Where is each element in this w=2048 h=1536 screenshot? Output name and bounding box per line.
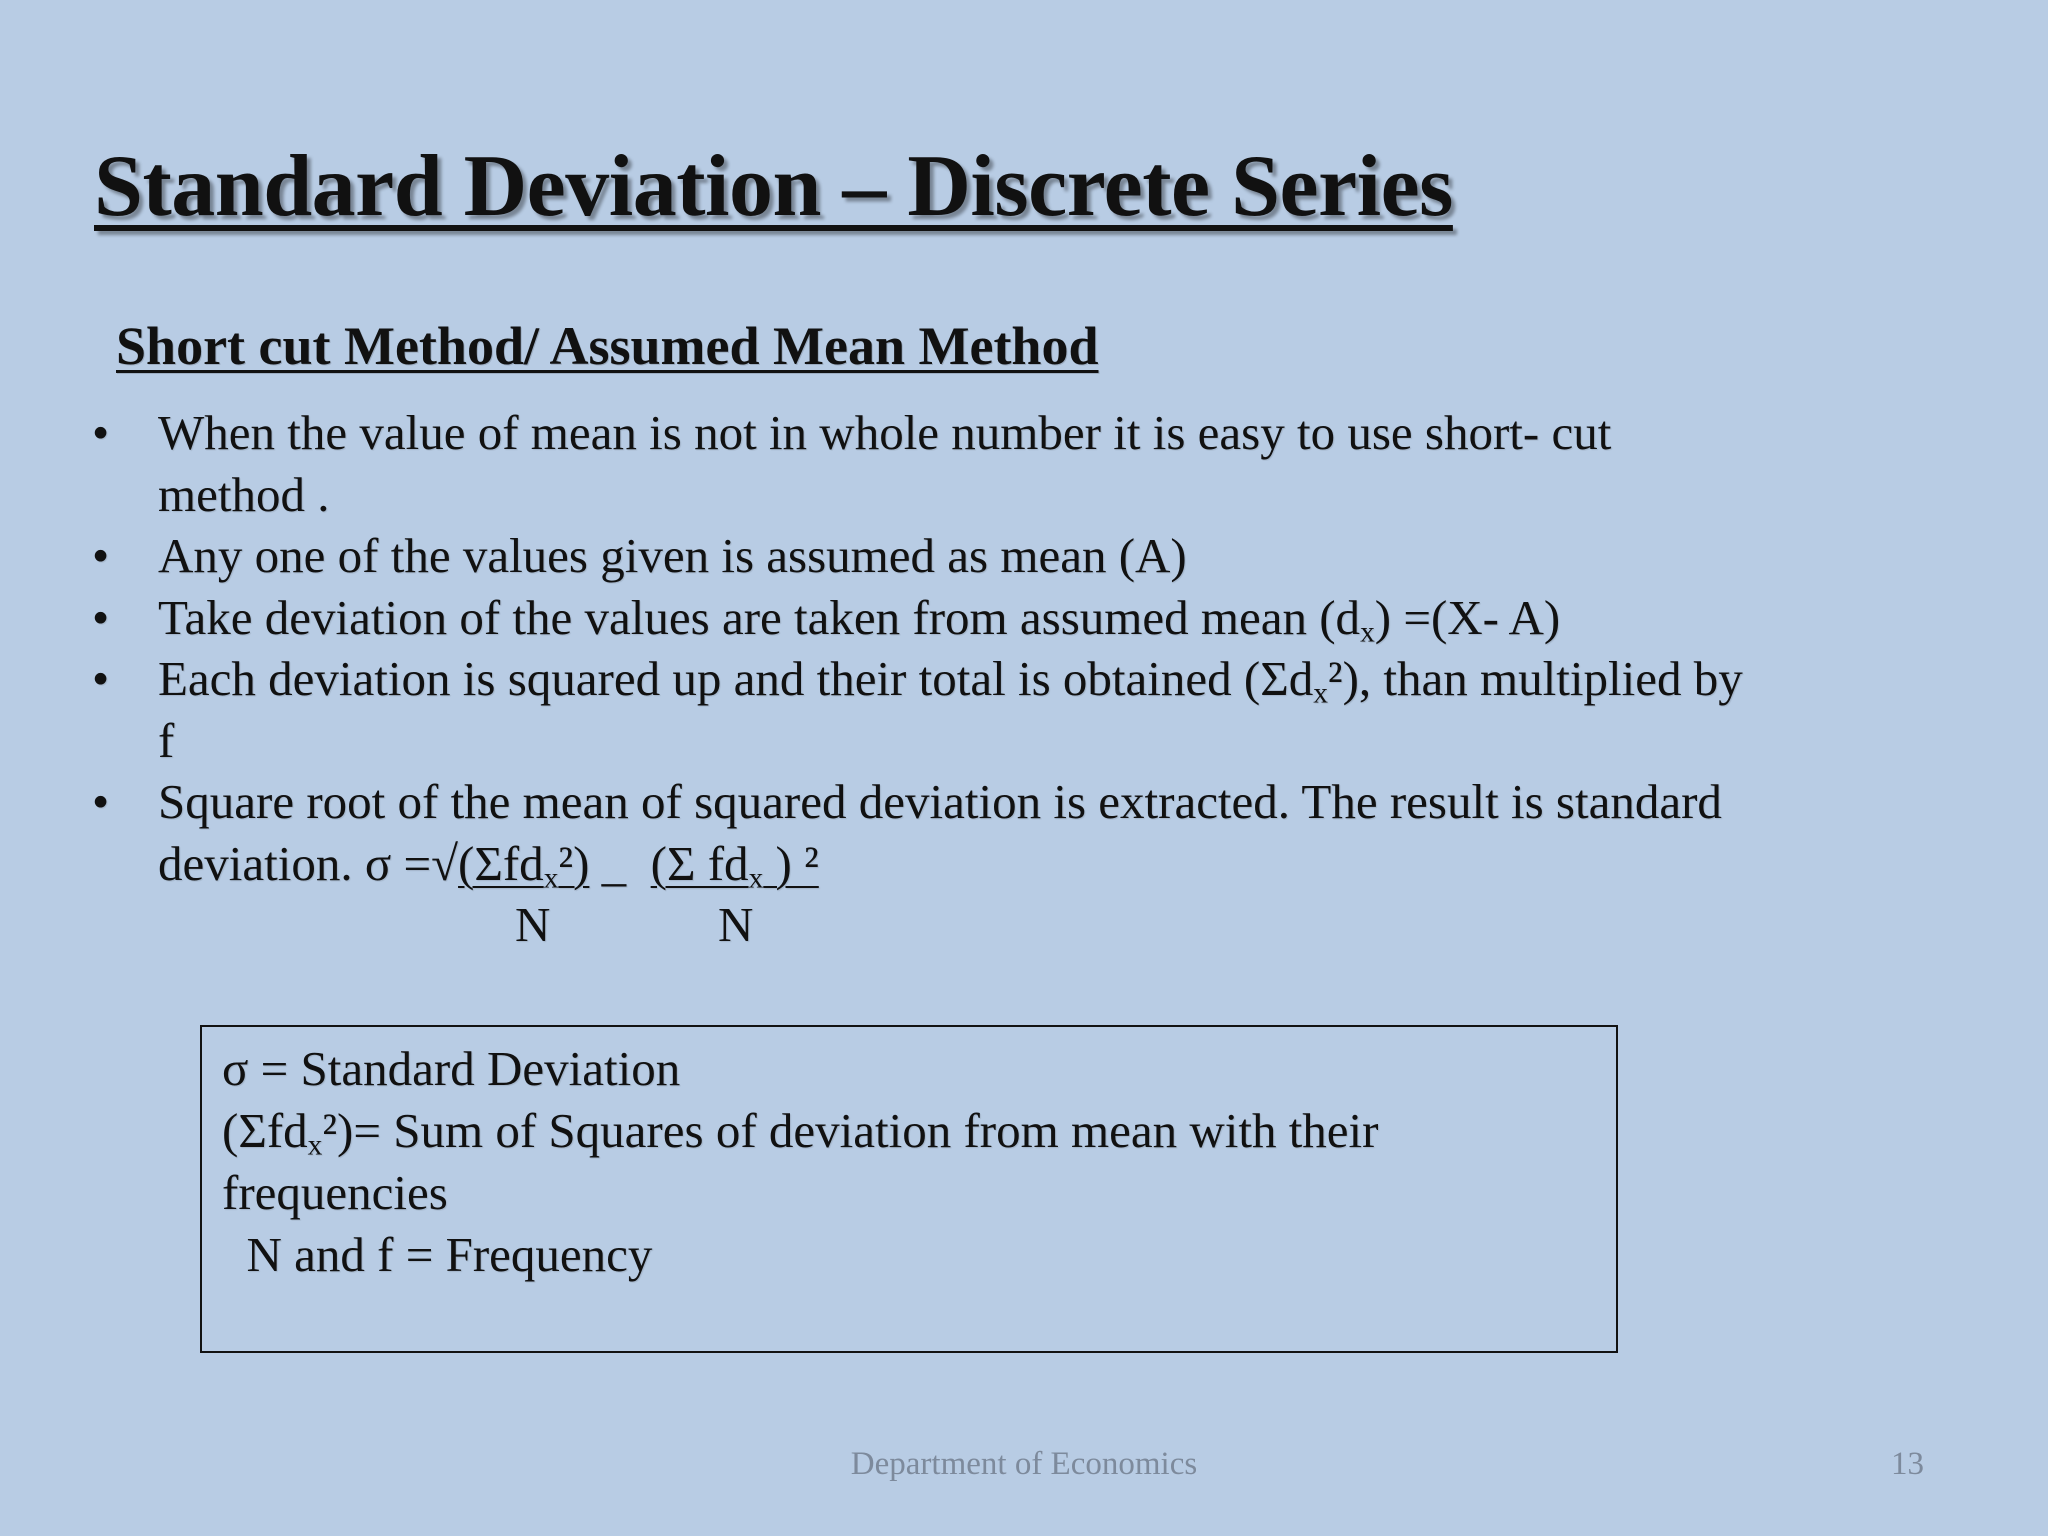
subscript: x bbox=[748, 861, 764, 894]
slide-title: Standard Deviation – Discrete Series bbox=[94, 138, 1453, 235]
formula-text: ²) bbox=[558, 835, 590, 891]
subscript: x bbox=[1360, 615, 1375, 648]
legend-text-segment: ²)= Sum of Squares of deviation from mean with their bbox=[322, 1103, 1379, 1158]
formula-minus: _ bbox=[589, 835, 651, 891]
formula-text: ) ² bbox=[763, 835, 819, 891]
footer-department: Department of Economics bbox=[850, 1446, 1198, 1482]
bullet-text: Each deviation is squared up and their total is obtained (Σd bbox=[158, 651, 1314, 706]
legend-line bbox=[222, 1100, 1379, 1162]
formula-text: (Σ fd bbox=[650, 835, 749, 891]
bullet-text: Square root of the mean of squared deviation is extracted. The result is standard bbox=[158, 774, 1722, 829]
formula-numerator-2 bbox=[650, 835, 819, 894]
bullet-item bbox=[92, 402, 1832, 525]
formula-denominator-1: N bbox=[515, 897, 551, 952]
bullet-marker: • bbox=[92, 651, 110, 706]
legend-text-segment: (Σfd bbox=[222, 1103, 308, 1158]
bullet-text: When the value of mean is not in whole number it is easy to use short- cut bbox=[158, 405, 1612, 460]
bullet-item bbox=[92, 525, 1832, 587]
legend-line: σ = Standard Deviation bbox=[222, 1041, 681, 1096]
bullet-marker: • bbox=[92, 405, 110, 460]
bullet-marker: • bbox=[92, 589, 110, 645]
bullet-item bbox=[92, 771, 1832, 894]
legend-line: frequencies bbox=[222, 1165, 448, 1220]
bullet-text: f bbox=[158, 712, 175, 768]
bullet-text: Any one of the values given is assumed as mean (A) bbox=[158, 528, 1187, 583]
bullet-text: ) =(X- A) bbox=[1374, 589, 1561, 645]
legend-line: N and f = Frequency bbox=[222, 1227, 653, 1282]
bullet-marker: • bbox=[92, 528, 110, 583]
bullet-item bbox=[92, 587, 1832, 649]
legend-text bbox=[222, 1038, 1379, 1286]
bullet-text: Take deviation of the values are taken from assumed mean (d bbox=[158, 589, 1361, 645]
bullet-text: ²), than multiplied by bbox=[1327, 651, 1743, 706]
bullet-item bbox=[92, 648, 1832, 771]
subscript: x bbox=[307, 1129, 323, 1162]
formula-numerator-1 bbox=[458, 835, 590, 894]
formula-denominator-2: N bbox=[718, 897, 754, 952]
bullet-text: deviation. σ =√ bbox=[158, 835, 459, 891]
bullet-list bbox=[92, 402, 1832, 894]
formula-text: (Σfd bbox=[458, 835, 544, 891]
bullet-marker: • bbox=[92, 774, 110, 829]
slide-subtitle: Short cut Method/ Assumed Mean Method bbox=[116, 316, 1099, 376]
subscript: x bbox=[543, 861, 559, 894]
bullet-text: method . bbox=[158, 466, 330, 522]
subscript: x bbox=[1313, 677, 1328, 710]
page-number: 13 bbox=[1891, 1446, 1924, 1482]
